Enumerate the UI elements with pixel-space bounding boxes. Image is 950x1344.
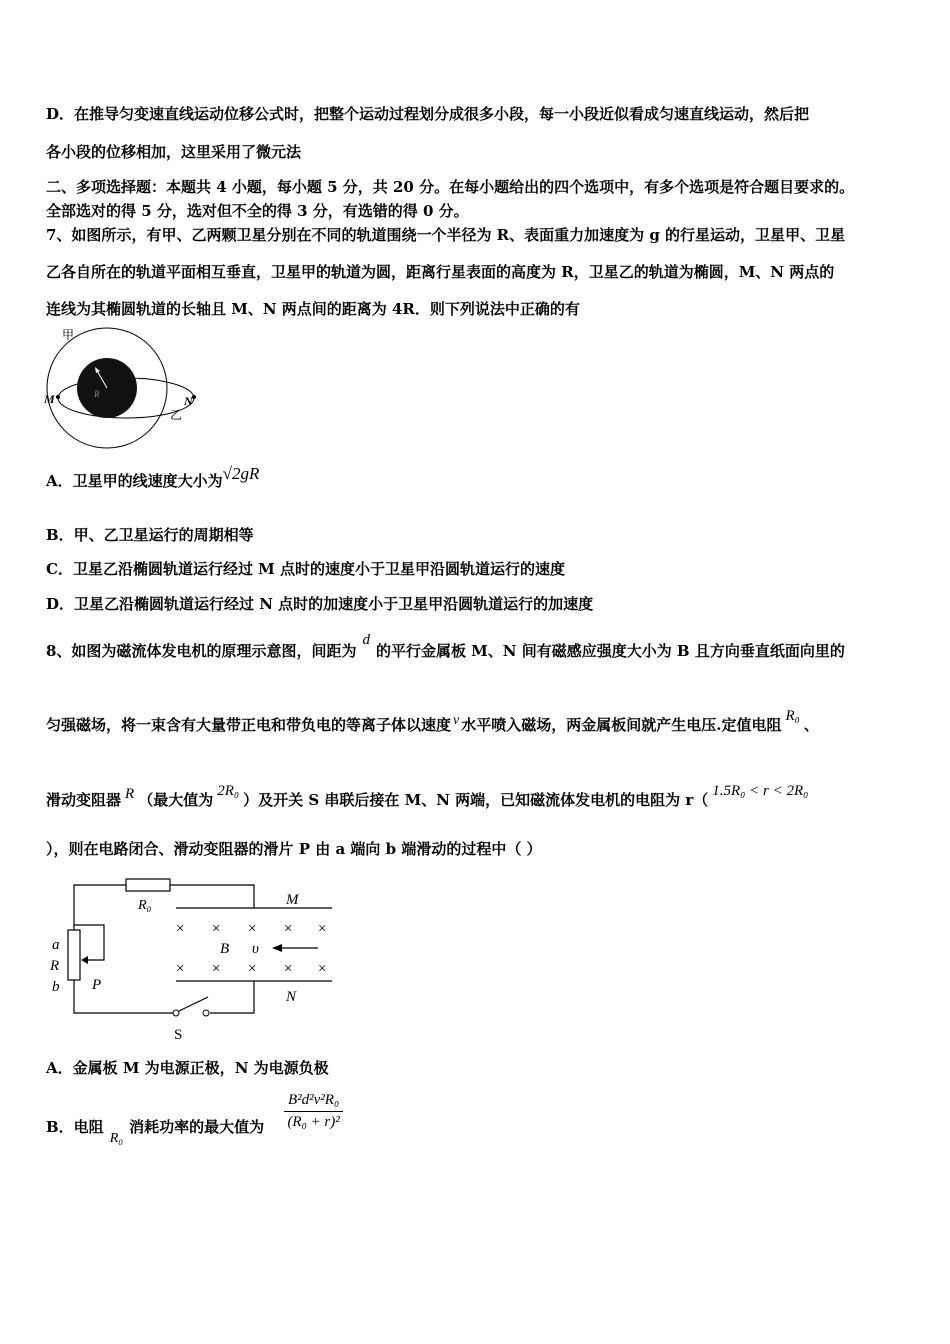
label-b: B: [220, 941, 230, 957]
q7-stem-line2: 乙各自所在的轨道平面相互垂直，卫星甲的轨道为圆，距离行星表面的高度为 R，卫星乙的轨道为椭圆，M、N 两点的: [46, 263, 835, 281]
q8-circuit-figure: [46, 875, 346, 1045]
q8-l1-part2: 的平行金属板 M、N 间有磁感应强度大小为 B 且方向垂直纸面向里的: [375, 642, 845, 660]
q8-l3-part1: 滑动变阻器: [46, 791, 122, 809]
label-n: N: [286, 989, 297, 1005]
q8-l2-part2: 水平喷入磁场，两金属板间就产生电压.定值电阻: [461, 716, 782, 734]
q8-option-b: [46, 1116, 265, 1146]
q8-option-b-text1: B．电阻: [46, 1118, 104, 1136]
section2-heading-line2: 全部选对的得 5 分，选对但不全的得 3 分，有选错的得 0 分。: [46, 202, 469, 220]
q8-l2-part1: 匀强磁场，将一束含有大量带正电和带负电的等离子体以速度: [46, 716, 452, 734]
label-m: M: [44, 392, 55, 406]
q8-symbol-d: d: [362, 632, 370, 648]
q8-l2-part3: 、: [803, 716, 819, 734]
cross: ×: [284, 961, 293, 977]
q7-option-d: D．卫星乙沿椭圆轨道运行经过 N 点时的加速度小于卫星甲沿圆轨道运行的加速度: [46, 595, 594, 613]
q6-option-d-line2: 各小段的位移相加，这里采用了微元法: [46, 143, 302, 161]
cross: ×: [284, 921, 293, 937]
q7-option-a-text: A．卫星甲的线速度大小为: [46, 472, 223, 490]
q8-l1-part1: 8、如图为磁流体发电机的原理示意图，间距为: [46, 642, 357, 660]
q7-stem-line1: 7、如图所示，有甲、乙两颗卫星分别在不同的轨道围绕一个半径为 R、表面重力加速度为 g 的行星运动，卫星甲、卫星: [46, 226, 846, 244]
q7-option-a-formula: √2gR: [222, 464, 260, 483]
q8-option-b-r0: R₀: [109, 1131, 124, 1146]
label-m: M: [286, 892, 299, 908]
q8-symbol-r0: R₀: [785, 708, 800, 724]
q6-option-d-line1: D．在推导匀变速直线运动位移公式时，把整个运动过程划分成很多小段，每一小段近似看成匀速直线运动，然后把: [46, 105, 810, 123]
label-b-end: b: [52, 979, 60, 995]
fraction-denominator: (R₀ + r)²: [287, 1114, 340, 1130]
q8-inequality: 1.5R₀ < r < 2R₀: [712, 783, 809, 799]
q8-option-b-text2: 消耗功率的最大值为: [129, 1118, 265, 1136]
q7-option-b: B．甲、乙卫星运行的周期相等: [46, 526, 254, 544]
q8-option-b-fraction: [284, 1092, 343, 1131]
q8-l3-part2: （最大值为: [138, 791, 214, 809]
cross: ×: [176, 961, 185, 977]
rheostat-r: [68, 930, 80, 980]
label-yi: 乙: [170, 408, 183, 422]
fraction-numerator: B²d²v²R₀: [284, 1092, 343, 1112]
label-v: υ: [252, 941, 259, 957]
q8-symbol-v: v: [453, 713, 460, 728]
slider-p: [81, 956, 88, 964]
cross: ×: [318, 921, 327, 937]
q8-symbol-2r0: 2R₀: [217, 783, 240, 799]
label-r0: R₀: [138, 898, 152, 913]
q8-symbol-r: R: [125, 786, 135, 802]
q7-option-c: C．卫星乙沿椭圆轨道运行经过 M 点时的速度小于卫星甲沿圆轨道运行的速度: [46, 560, 565, 578]
switch-s: [179, 997, 208, 1011]
q8-stem-line4: ），则在电路闭合、滑动变阻器的滑片 P 由 a 端向 b 端滑动的过程中（ ）: [46, 840, 542, 858]
label-p: P: [92, 977, 102, 993]
q8-l3-part3: ）及开关 S 串联后接在 M、N 两端，已知磁流体发电机的电阻为 r（: [243, 791, 709, 809]
section2-heading-line1: 二、多项选择题：本题共 4 小题，每小题 5 分，共 20 分。在每小题给出的四个选项中，有多个选项是符合题目要求的。: [46, 178, 855, 196]
cross: ×: [176, 921, 185, 937]
cross: ×: [248, 921, 257, 937]
q8-stem-line3: [46, 783, 809, 810]
label-n: N: [184, 394, 193, 408]
cross: ×: [318, 961, 327, 977]
label-s: S: [174, 1027, 183, 1043]
label-a: a: [52, 937, 60, 953]
q7-orbit-figure: [40, 325, 210, 455]
label-r: R: [94, 389, 100, 399]
cross: ×: [212, 921, 221, 937]
resistor-r0: [126, 879, 170, 891]
q7-option-a: [46, 464, 260, 491]
cross: ×: [248, 961, 257, 977]
label-r: R: [50, 958, 60, 974]
q8-stem-line2: [46, 708, 819, 735]
cross: ×: [212, 961, 221, 977]
q8-option-a: A．金属板 M 为电源正极，N 为电源负极: [46, 1059, 329, 1077]
q7-stem-line3: 连线为其椭圆轨道的长轴且 M、N 两点间的距离为 4R．则下列说法中正确的有: [46, 300, 580, 318]
q8-stem-line1: [46, 632, 845, 661]
label-jia: 甲: [62, 328, 75, 342]
